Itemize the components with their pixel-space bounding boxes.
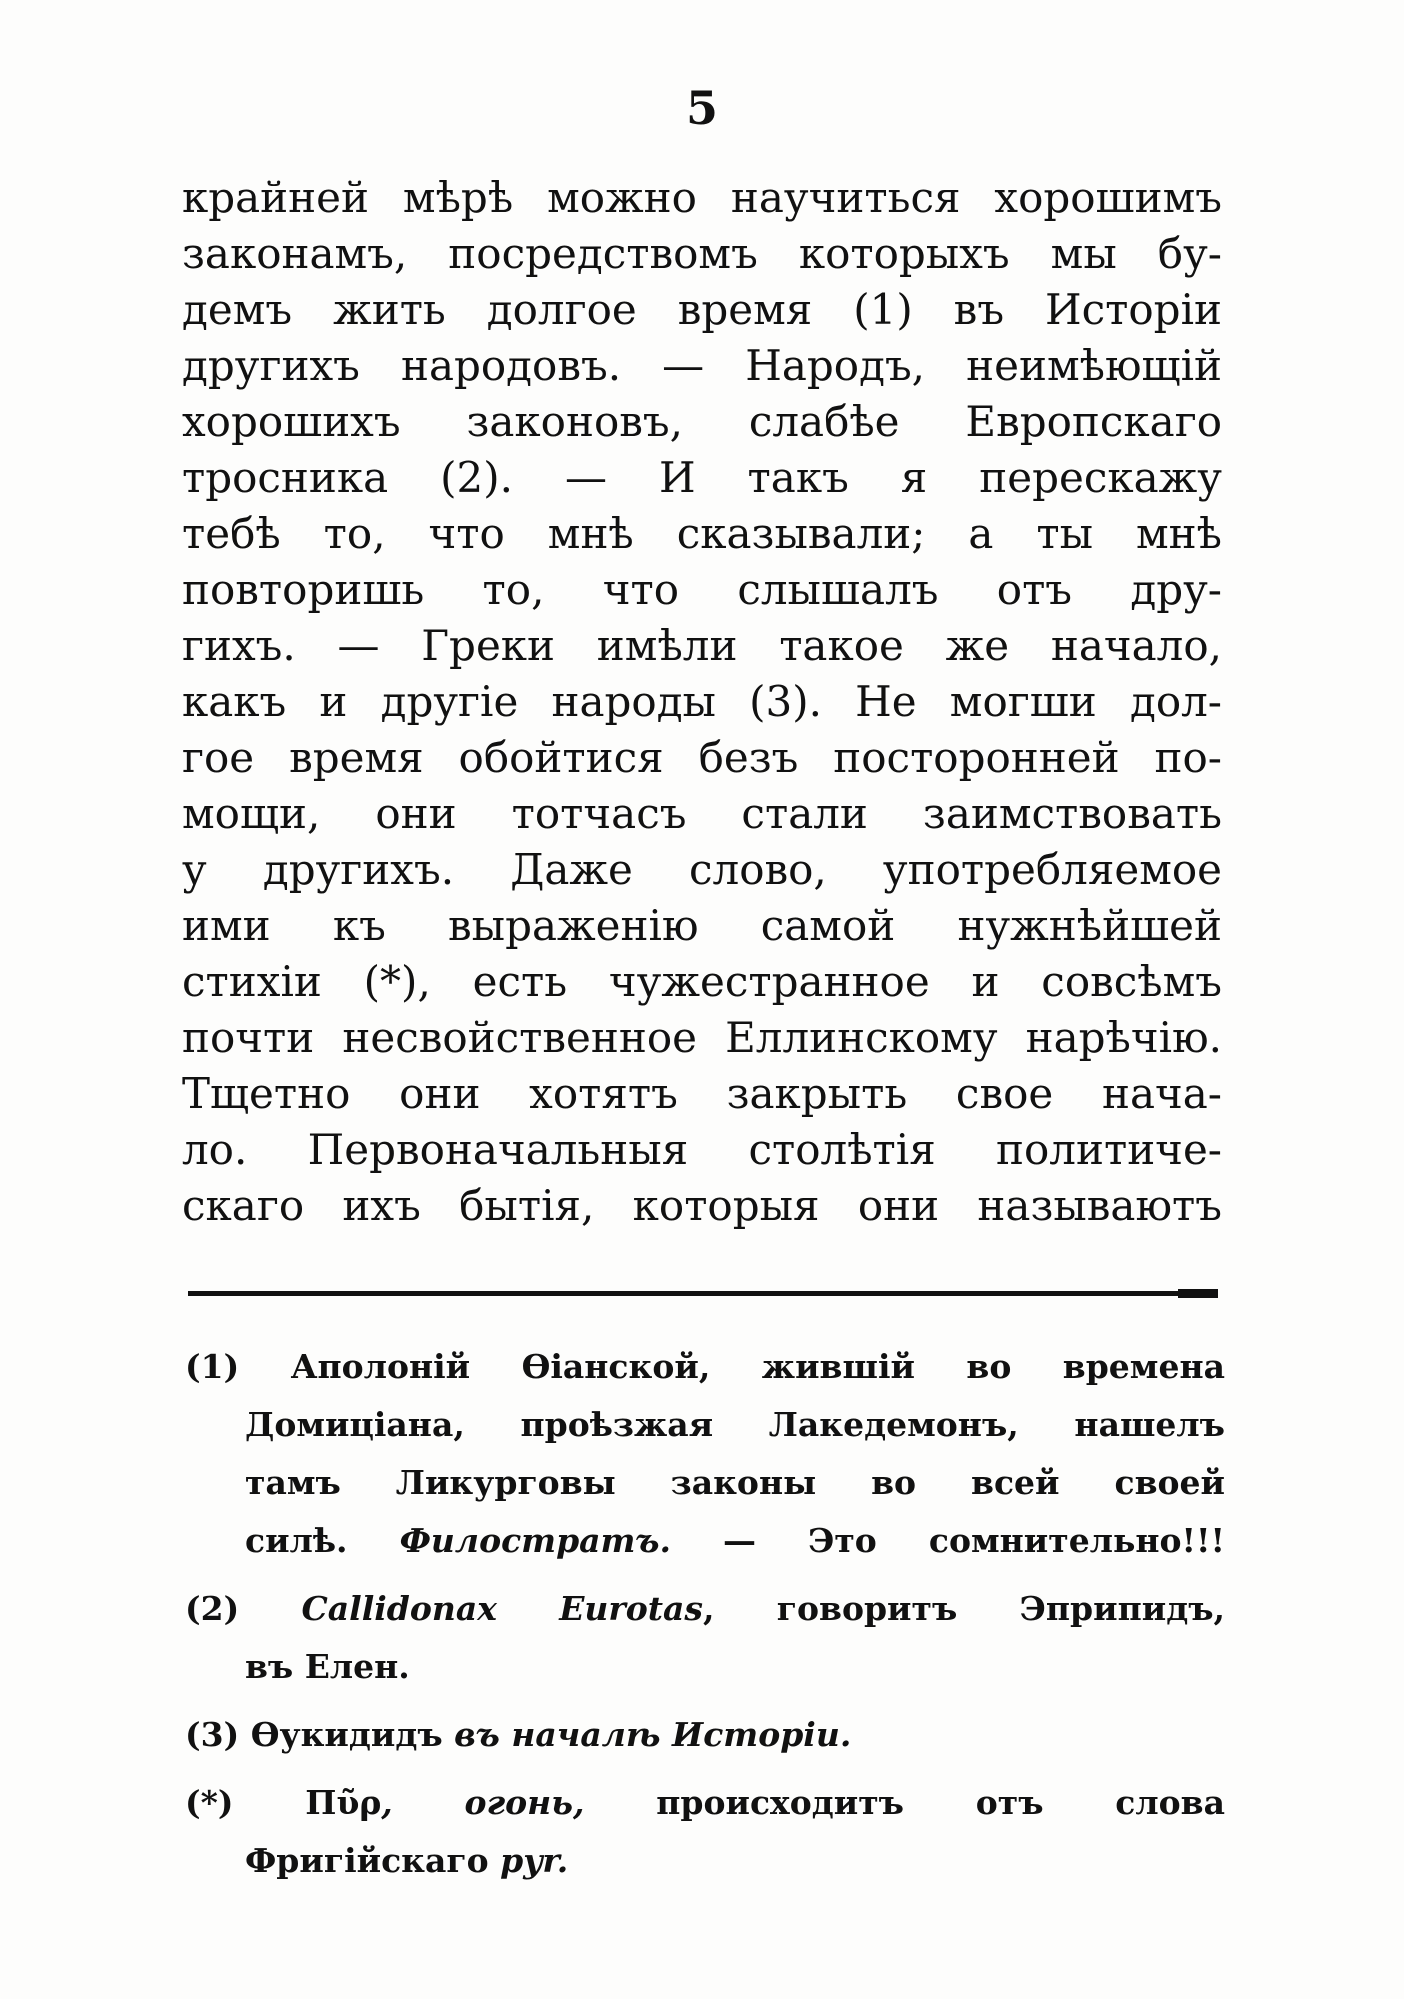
text-line: хорошихъ законовъ, слабѣе Европскаго — [182, 397, 1222, 446]
footnote-divider — [188, 1291, 1218, 1296]
text-line: тросника (2). — И такъ я перескажу — [182, 453, 1222, 502]
text-line: повторишь то, что слышалъ отъ дру- — [182, 565, 1222, 614]
text-line: гихъ. — Греки имѣли такое же начало, — [182, 621, 1222, 670]
footnote-latin-word: pyr. — [500, 1841, 569, 1880]
footnote-marker: (2) — [185, 1589, 240, 1628]
page-number: 5 — [685, 81, 718, 135]
text-line: законамъ, посредствомъ которыхъ мы бу- — [182, 229, 1222, 278]
footnote-1-line-3: тамъ Ликурговы законы во всей своей — [245, 1463, 1225, 1502]
footnote-comment: — Это сомнительно!!! — [723, 1521, 1225, 1560]
text-line: какъ и другіе народы (3). Не могши дол- — [182, 677, 1222, 726]
main-text — [182, 170, 1222, 1234]
footnote-greek-word: Πῦρ — [305, 1783, 382, 1822]
footnote-marker: (3) — [185, 1715, 240, 1754]
footnote-1-line-2: Домиціана, проѣзжая Лакедемонъ, нашелъ — [245, 1405, 1225, 1444]
footnote-1 — [185, 1338, 1225, 1396]
footnote-quote: Callidonax Eurotas — [301, 1589, 703, 1628]
text-line: у другихъ. Даже слово, употребляемое — [182, 845, 1222, 894]
footnote-gloss: , огонь, — [381, 1783, 585, 1822]
footnote-text: происходитъ отъ слова — [656, 1783, 1225, 1822]
footnote-marker: (*) — [185, 1783, 234, 1822]
footnote-marker: (1) — [185, 1347, 240, 1386]
footnote-source: Филостратъ. — [399, 1521, 671, 1560]
text-line: Тщетно они хотятъ закрыть свое нача- — [182, 1069, 1222, 1118]
footnote-text: силѣ. — [245, 1521, 348, 1560]
footnote-author: Өукидидъ — [250, 1715, 443, 1754]
footnote-reference: въ началѣ Исторіи. — [454, 1715, 852, 1754]
footnote-4 — [185, 1774, 1225, 1832]
text-line: стихіи (*), есть чужестранное и совсѣмъ — [182, 957, 1222, 1006]
text-line: почти несвойственное Еллинскому нарѣчію. — [182, 1013, 1222, 1062]
footnotes — [185, 1338, 1225, 1890]
text-line: гое время обойтися безъ посторонней по- — [182, 733, 1222, 782]
footnote-1-line-4 — [185, 1512, 1225, 1570]
footnote-4-line-2 — [185, 1832, 1225, 1890]
text-line: тебѣ то, что мнѣ сказывали; а ты мнѣ — [182, 509, 1222, 558]
footnote-3 — [185, 1706, 1225, 1764]
footnote-2 — [185, 1580, 1225, 1638]
text-line: мощи, они тотчасъ стали заимствовать — [182, 789, 1222, 838]
text-line: крайней мѣрѣ можно научиться хорошимъ — [182, 173, 1222, 222]
text-line: другихъ народовъ. — Народъ, неимѣющій — [182, 341, 1222, 390]
footnote-text: Фригійскаго — [245, 1841, 489, 1880]
text-line: демъ жить долгое время (1) въ Исторіи — [182, 285, 1222, 334]
text-line: ими къ выраженію самой нужнѣйшей — [182, 901, 1222, 950]
footnote-2-line-2: въ Елен. — [245, 1647, 410, 1686]
footnote-text: Аполоній Өіанской, жившій во времена — [290, 1347, 1225, 1386]
text-line: ло. Первоначальныя столѣтія политиче- — [182, 1125, 1222, 1174]
text-line: скаго ихъ бытія, которыя они называютъ — [182, 1181, 1222, 1230]
footnote-text: , говоритъ Эприпидъ, — [703, 1589, 1225, 1628]
